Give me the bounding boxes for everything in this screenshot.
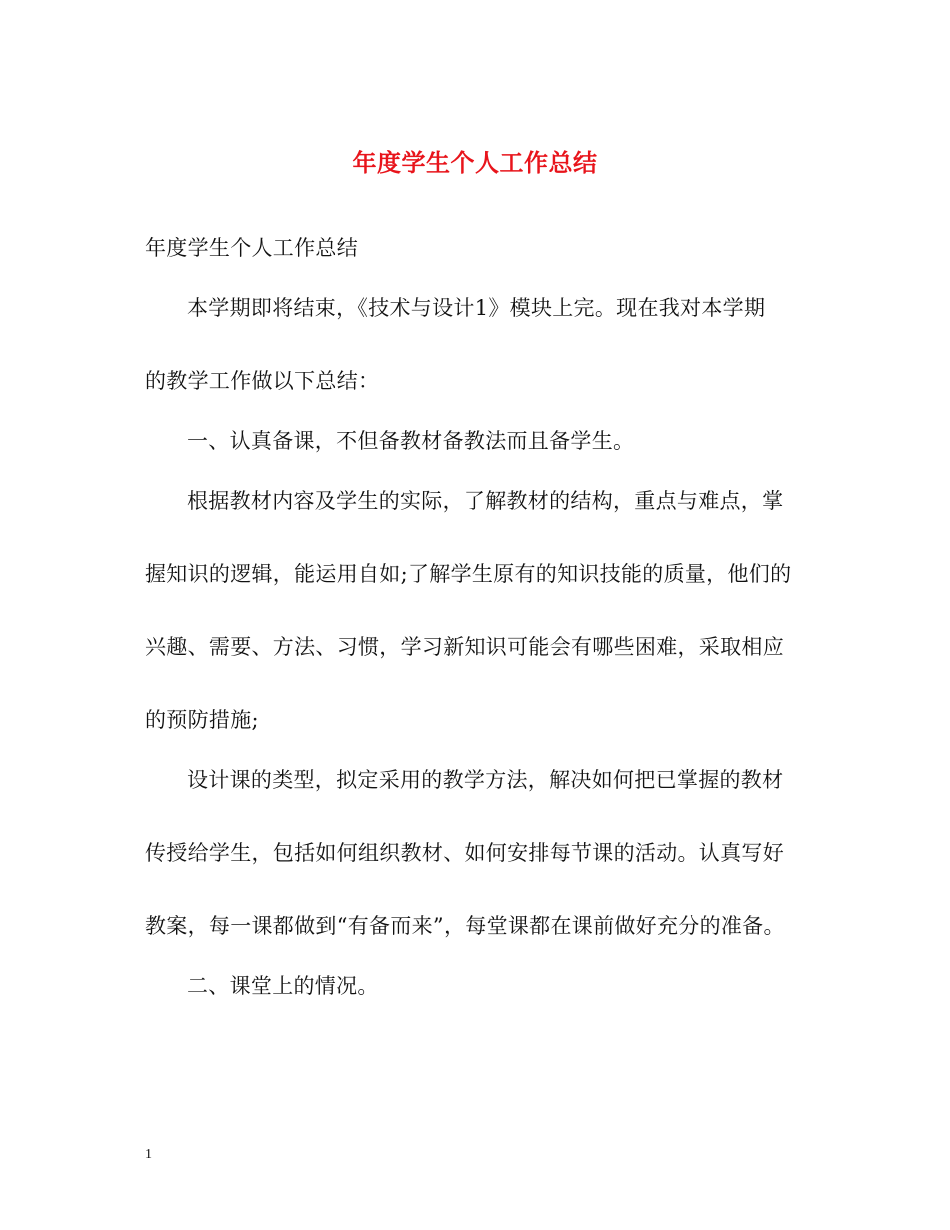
- paragraph-line: 根据教材内容及学生的实际，了解教材的结构，重点与难点，掌: [187, 489, 784, 513]
- paragraph-line: 传授给学生，包括如何组织教材、如何安排每节课的活动。认真写好: [145, 841, 784, 865]
- paragraph-line: 握知识的逻辑，能运用自如;了解学生原有的知识技能的质量，他们的: [145, 562, 792, 586]
- paragraph-line: 兴趣、需要、方法、习惯，学习新知识可能会有哪些困难，采取相应: [145, 635, 784, 659]
- subtitle-line: 年度学生个人工作总结: [145, 236, 358, 260]
- paragraph-line: 的预防措施;: [145, 708, 259, 732]
- paragraph-line: 的教学工作做以下总结：: [145, 369, 380, 393]
- paragraph-line: 本学期即将结束，《技术与设计1》模块上完。现在我对本学期: [187, 296, 766, 320]
- section-heading: 二、课堂上的情况。: [187, 974, 379, 998]
- paragraph-line: 教案，每一课都做到“有备而来”，每堂课都在课前做好充分的准备。: [145, 914, 785, 938]
- paragraph-line: 设计课的类型，拟定采用的教学方法，解决如何把已掌握的教材: [187, 768, 784, 792]
- document-title: 年度学生个人工作总结: [352, 148, 598, 177]
- page-number: 1: [145, 1147, 152, 1162]
- section-heading: 一、认真备课，不但备教材备教法而且备学生。: [187, 429, 635, 453]
